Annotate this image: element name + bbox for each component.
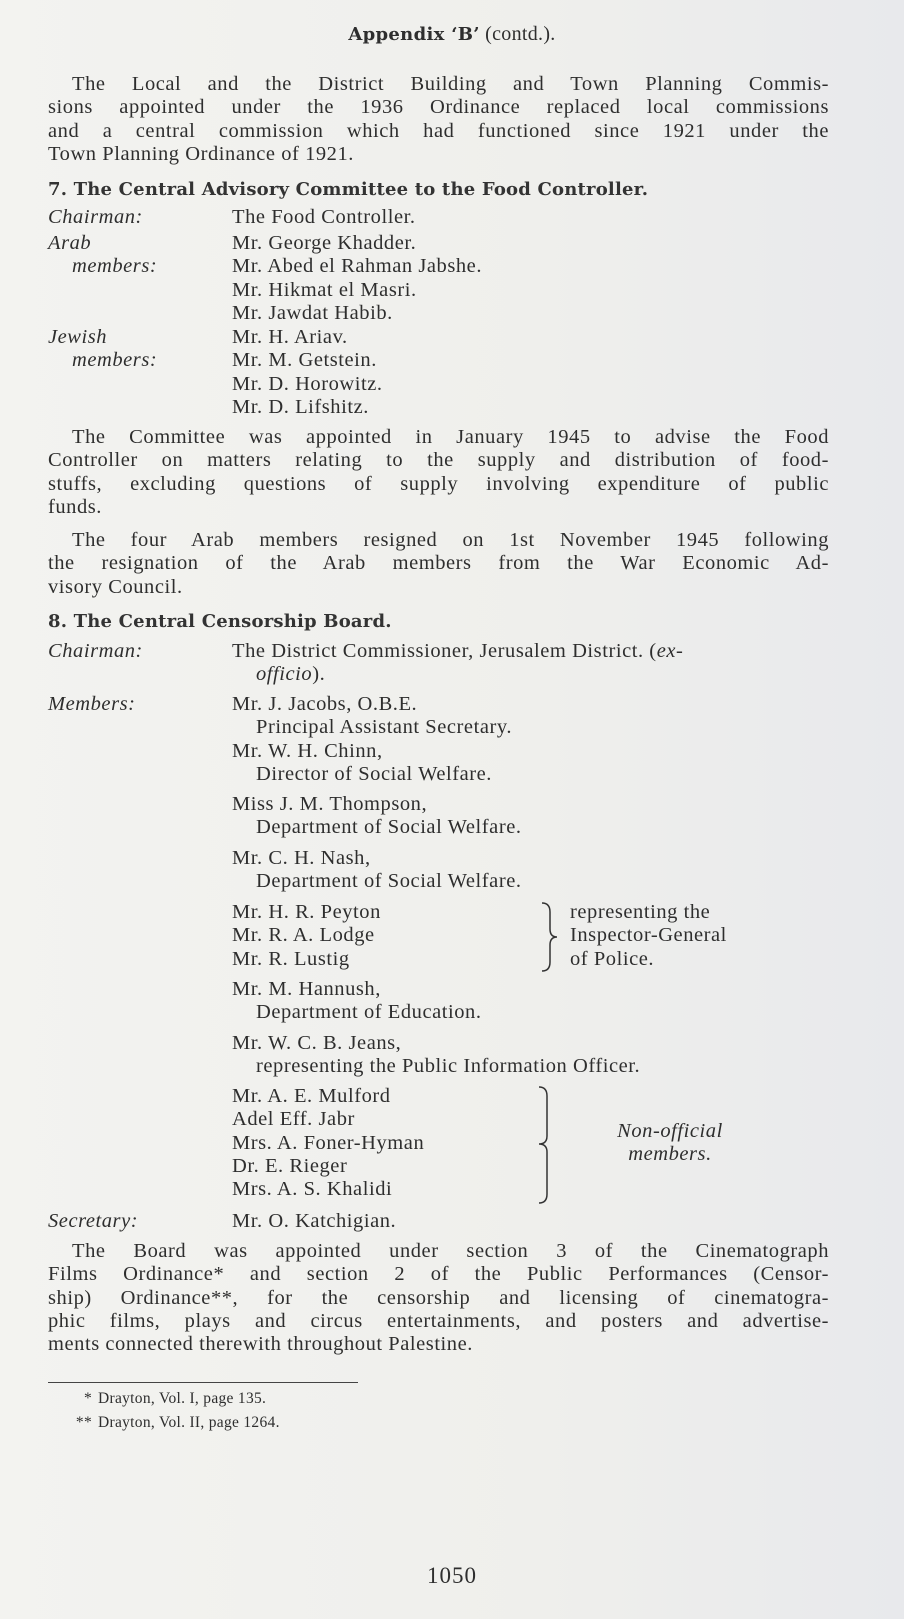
board-paragraph (48, 1240, 829, 1356)
chairman-text-italic: ex- (656, 640, 684, 662)
chairman-text: ). (312, 663, 326, 686)
chairman-label: Chairman: (48, 206, 143, 228)
paragraph-line: ments connected therewith throughout Palestine. (48, 1333, 473, 1356)
page-number: 1050 (427, 1563, 477, 1588)
paragraph-line: ship) Ordinance**, for the censorship and licensing of cinematogra- (48, 1286, 829, 1309)
member-name: Miss J. M. Thompson, (232, 793, 428, 815)
board-chairman-label: Chairman: (48, 640, 143, 662)
arab-members-label: members: (72, 255, 158, 277)
page-title (0, 23, 904, 46)
paragraph-line: The Committee was appointed in January 1945 to advise the Food (72, 426, 829, 448)
member-role: Principal Assistant Secretary. (256, 716, 512, 739)
member-name: Mr. Hikmat el Masri. (232, 278, 417, 301)
member-name: Adel Eff. Jabr (232, 1108, 355, 1131)
board-member (232, 693, 512, 740)
member-role: Director of Social Welfare. (256, 763, 492, 786)
member-role: Department of Social Welfare. (256, 816, 522, 839)
chairman-value: The Food Controller. (232, 206, 416, 228)
brace-icon (535, 1086, 555, 1204)
member-name: Mr. H. R. Peyton (232, 901, 381, 923)
member-name: Mr. R. A. Lodge (232, 924, 375, 947)
board-member (232, 978, 482, 1025)
member-name: Dr. E. Rieger (232, 1154, 348, 1177)
member-name: Mr. C. H. Nash, (232, 847, 371, 869)
paragraph-line: Town Planning Ordinance of 1921. (48, 142, 354, 165)
board-chairman-value (232, 640, 683, 687)
footnote (72, 1412, 280, 1434)
resignation-paragraph (48, 529, 829, 599)
member-name: Mr. D. Lifshitz. (232, 395, 369, 418)
member-name: Mr. R. Lustig (232, 947, 350, 970)
paragraph-line: visory Council. (48, 575, 183, 598)
paragraph-line: funds. (48, 495, 102, 518)
footnote-text: Drayton, Vol. I, page 135. (98, 1390, 267, 1407)
member-name: Mr. Abed el Rahman Jabshe. (232, 255, 483, 278)
brace-icon (540, 902, 560, 972)
footnote-mark: ** (75, 1414, 92, 1431)
member-name: Mr. George Khadder. (232, 232, 417, 254)
member-name: Mr. J. Jacobs, O.B.E. (232, 693, 418, 715)
section-8-heading: 8. The Central Censorship Board. (48, 611, 392, 632)
arab-label: Arab (48, 232, 92, 254)
member-name: Mr. H. Ariav. (232, 326, 348, 348)
title-bold: Appendix ‘B’ (348, 24, 480, 45)
member-name: Mrs. A. Foner-Hyman (232, 1131, 425, 1154)
section-7-heading: 7. The Central Advisory Committee to the Food Controller. (48, 179, 649, 200)
member-name: Mr. Jawdat Habib. (232, 301, 393, 324)
paragraph-line: the resignation of the Arab members from the War Economic Ad- (48, 552, 829, 575)
secretary-value: Mr. O. Katchigian. (232, 1210, 397, 1232)
note-line: of Police. (570, 947, 655, 970)
footnotes (72, 1388, 280, 1434)
note-line: representing the (570, 901, 711, 923)
paragraph-line: Controller on matters relating to the supply and distribution of food- (48, 449, 829, 472)
secretary-label: Secretary: (48, 1210, 139, 1232)
footnote-divider (48, 1382, 358, 1383)
paragraph-line: Films Ordinance* and section 2 of the Public Performances (Censor- (48, 1263, 829, 1286)
member-name: Mr. W. C. B. Jeans, (232, 1032, 402, 1054)
member-name: Mr. D. Horowitz. (232, 372, 383, 395)
intro-paragraph (48, 73, 829, 166)
paragraph-line: The Board was appointed under section 3 of the Cinematograph (72, 1240, 829, 1262)
police-group-names (232, 901, 381, 971)
board-member (232, 793, 522, 840)
police-group-note (570, 901, 727, 971)
chairman-text-italic: officio (256, 663, 313, 686)
chairman-text: The District Commissioner, Jerusalem District. ( (232, 640, 657, 662)
member-role: Department of Social Welfare. (256, 870, 522, 893)
paragraph-line: and a central commission which had functioned since 1921 under the (48, 119, 829, 142)
nonofficial-note (590, 1120, 750, 1167)
member-role: Department of Education. (256, 1001, 482, 1024)
board-member (232, 1032, 640, 1079)
paragraph-line: The Local and the District Building and Town Planning Commis- (72, 73, 829, 95)
arab-members-list (232, 232, 482, 325)
paragraph-line: sions appointed under the 1936 Ordinance replaced local commissions (48, 96, 829, 119)
footnote (72, 1388, 280, 1410)
member-name: Mr. A. E. Mulford (232, 1085, 391, 1107)
member-name: Mr. M. Getstein. (232, 349, 377, 372)
note-line: Non-official (617, 1120, 723, 1142)
nonofficial-group-names (232, 1085, 424, 1201)
member-name: Mr. M. Hannush, (232, 978, 381, 1000)
jewish-members-list (232, 326, 383, 419)
member-name: Mr. W. H. Chinn, (232, 740, 383, 762)
board-member (232, 847, 522, 894)
note-line: members. (628, 1143, 712, 1166)
committee-paragraph (48, 426, 829, 519)
board-members-label: Members: (48, 693, 136, 715)
member-name: Mrs. A. S. Khalidi (232, 1178, 393, 1201)
jewish-label: Jewish (48, 326, 108, 348)
footnote-mark: * (83, 1390, 92, 1407)
member-role: representing the Public Information Officer. (256, 1055, 641, 1078)
board-member (232, 740, 492, 787)
note-line: Inspector-General (570, 924, 727, 947)
jewish-members-label: members: (72, 349, 158, 371)
paragraph-line: phic films, plays and circus entertainments, and posters and advertise- (48, 1309, 829, 1332)
paragraph-line: The four Arab members resigned on 1st November 1945 following (72, 529, 829, 551)
footnote-text: Drayton, Vol. II, page 1264. (98, 1414, 280, 1431)
paragraph-line: stuffs, excluding questions of supply involving expenditure of public (48, 472, 829, 495)
title-rest: (contd.). (479, 23, 556, 45)
